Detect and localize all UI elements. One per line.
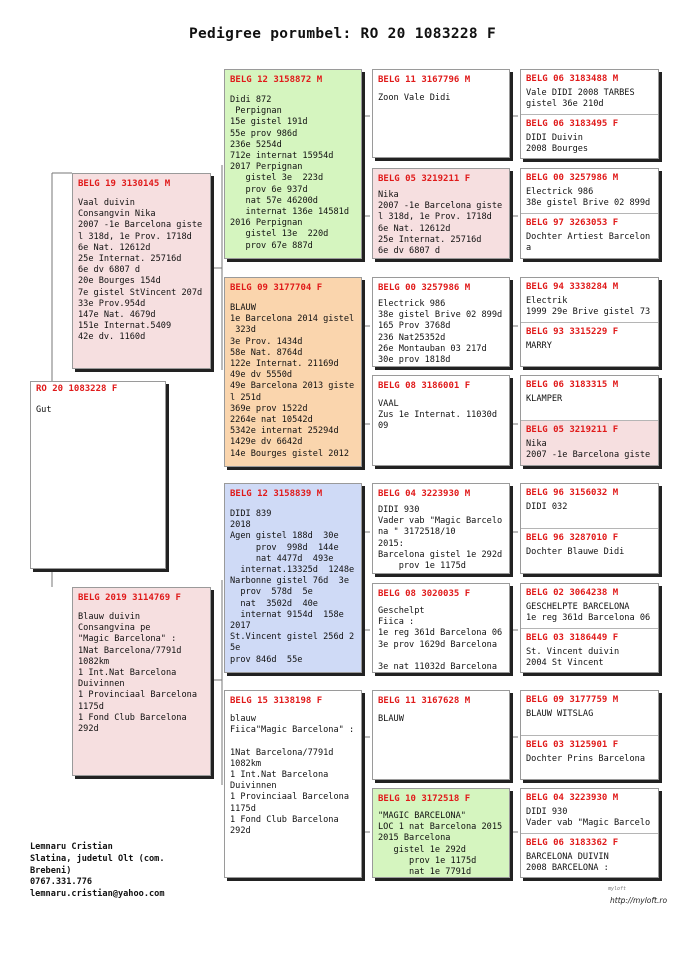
gen5-card-3[interactable] (521, 169, 658, 213)
gen4-card-7[interactable] (372, 690, 510, 780)
pigeon-notes: DIDI 930 Vader vab "Magic Barcelo na " 3172518/10 2015: Barcelona gistel 1e 292d prov 1e 1175d (378, 505, 503, 572)
pigeon-notes: BLAUW WITSLAG (526, 709, 594, 719)
pigeon-notes: Didi 872 Perpignan 15e gistel 191d 55e prov 986d 236e 5254d 712e internat 15954d 2017 Perpignan gistel 3e 223d prov 6e 937d nat 57e 46200d internat 136e 14581d 2016 Perpignan gistel 13e 220d prov 67e 887d (230, 95, 350, 251)
pigeon-id: BELG 2019 3114769 F (78, 593, 181, 603)
gen4-card-8[interactable] (372, 788, 510, 878)
page-title: Pedigree porumbel: RO 20 1083228 F (188, 26, 496, 42)
pigeon-id: BELG 96 3287010 F (526, 533, 619, 543)
gen4-card-6[interactable] (372, 583, 510, 673)
pigeon-id: BELG 09 3177759 M (526, 695, 619, 705)
gen3-card-1[interactable] (224, 69, 362, 259)
pigeon-id: BELG 97 3263053 F (526, 218, 619, 228)
pigeon-notes: Nika 2007 -1e Barcelona giste l 318d, 1e Prov. 1718d 6e Nat. 12612d 25e Internat. 25716d 6e dv 6807 d (378, 190, 503, 257)
pigeon-id: BELG 15 3138198 F (230, 696, 323, 706)
pigeon-notes: Gut (36, 405, 52, 415)
gen3-card-3[interactable] (224, 483, 362, 673)
pigeon-notes: BLAUW (378, 714, 404, 724)
gen5-pair-5 (520, 483, 659, 574)
gen5-card-5[interactable] (521, 278, 658, 322)
owner-contact: Lemnaru Cristian Slatina, judetul Olt (com. Brebeni) 0767.331.776 lemnaru.cristian@yahoo.com (30, 842, 165, 900)
pigeon-id: BELG 08 3020035 F (378, 589, 471, 599)
pigeon-notes: DIDI 839 2018 Agen gistel 188d 30e prov 998d 144e nat 4477d 493e internat.13325d 1248e Narbonne gistel 76d 3e prov 578d 5e nat 3502d 40e internat 9154d 158e 2017 St.Vincent gistel 256d 2 5e prov 846d 55e (230, 509, 355, 665)
gen5-card-15[interactable] (521, 789, 658, 833)
pigeon-notes: Geschelpt Fiica : 1e reg 361d Barcelona 06 3e prov 1629d Barcelona 3e nat 11032d Barcelona (378, 606, 503, 673)
subject-card[interactable] (30, 381, 166, 569)
gen5-pair-2 (520, 168, 659, 259)
pigeon-notes: GESCHELPTE BARCELONA 1e reg 361d Barcelona 06 (526, 602, 651, 624)
gen5-card-8[interactable] (521, 420, 658, 466)
pigeon-notes: Electrick 986 38e gistel Brive 02 899d 165 Prov 3768d 236 Nat25352d 26e Montauban 03 217d 30e prov 1818d (378, 299, 503, 366)
pigeon-id: BELG 08 3186001 F (378, 381, 471, 391)
pigeon-notes: DIDI 930 Vader vab "Magic Barcelo (526, 807, 651, 829)
pigeon-notes: Electrick 986 38e gistel Brive 02 899d (526, 187, 651, 209)
pigeon-id: BELG 06 3183495 F (526, 119, 619, 129)
gen5-card-11[interactable] (521, 584, 658, 628)
gen4-card-2[interactable] (372, 168, 510, 259)
gen5-card-2[interactable] (521, 114, 658, 159)
pigeon-id: BELG 11 3167628 M (378, 696, 471, 706)
pigeon-notes: Blauw duivin Consangvina pe "Magic Barcelona" : 1Nat Barcelona/7791d 1082km 1 Int.Nat Barcelona Duivinnen 1 Provinciaal Barcelona 1175d 1 Fond Club Barcelona 292d (78, 612, 197, 735)
pigeon-id: BELG 00 3257986 M (378, 283, 471, 293)
pigeon-id: BELG 03 3125901 F (526, 740, 619, 750)
pigeon-notes: "MAGIC BARCELONA" LOC 1 nat Barcelona 2015 2015 Barcelona gistel 1e 292d prov 1e 1175d nat 1e 7791d (378, 811, 503, 878)
pigeon-notes: DIDI 032 (526, 502, 568, 512)
pigeon-id: BELG 06 3183488 M (526, 74, 619, 84)
pigeon-notes: blauw Fiica"Magic Barcelona" : 1Nat Barcelona/7791d 1082km 1 Int.Nat Barcelona Duivinnen 1 Provinciaal Barcelona 1175d 1 Fond Club Barcelona 292d (230, 714, 355, 837)
pigeon-id: BELG 12 3158839 M (230, 489, 323, 499)
pigeon-id: BELG 03 3186449 F (526, 633, 619, 643)
gen5-card-4[interactable] (521, 213, 658, 259)
pigeon-notes: MARRY (526, 341, 552, 351)
gen5-pair-6 (520, 583, 659, 673)
pigeon-notes: Dochter Prins Barcelona (526, 754, 645, 764)
gen5-card-9[interactable] (521, 484, 658, 528)
gen4-card-3[interactable] (372, 277, 510, 367)
gen5-pair-3 (520, 277, 659, 367)
pigeon-notes: Vale DIDI 2008 TARBES gistel 36e 210d (526, 88, 635, 110)
pigeon-id: BELG 10 3172518 F (378, 794, 471, 804)
gen5-card-16[interactable] (521, 833, 658, 878)
pigeon-notes: BARCELONA DUIVIN 2008 BARCELONA : (526, 852, 609, 874)
gen5-card-14[interactable] (521, 735, 658, 780)
pigeon-id: BELG 09 3177704 F (230, 283, 323, 293)
pigeon-notes: St. Vincent duivin 2004 St Vincent (526, 647, 620, 669)
pigeon-id: BELG 05 3219211 F (526, 425, 619, 435)
pigeon-id: BELG 00 3257986 M (526, 173, 619, 183)
pigeon-notes: DIDI Duivin 2008 Bourges (526, 133, 589, 155)
gen5-pair-7 (520, 690, 659, 780)
gen4-card-4[interactable] (372, 375, 510, 466)
pigeon-id: BELG 04 3223930 M (378, 489, 471, 499)
pigeon-id: BELG 05 3219211 F (378, 174, 471, 184)
dam-card[interactable] (72, 587, 211, 776)
pigeon-id: BELG 11 3167796 M (378, 75, 471, 85)
pigeon-notes: Vaal duivin Consangvin Nika 2007 -1e Barcelona giste l 318d, 1e Prov. 1718d 6e Nat. 12612d 25e Internat. 25716d 6e dv 6807 d 20e Bourges 154d 7e gistel StVincent 207d 33e Prov.954d 147e Nat. 4679d 151e Internat.5409 42e dv. 1160d (78, 198, 203, 343)
gen5-pair-4 (520, 375, 659, 466)
sire-card[interactable] (72, 173, 211, 369)
pigeon-id: BELG 12 3158872 M (230, 75, 323, 85)
pigeon-notes: Electrik 1999 29e Brive gistel 73 (526, 296, 651, 318)
pigeon-id: RO 20 1083228 F (36, 384, 118, 394)
gen5-card-1[interactable] (521, 70, 658, 114)
pigeon-notes: KLAMPER (526, 394, 563, 404)
pigeon-notes: Dochter Blauwe Didi (526, 547, 625, 557)
pigeon-notes: BLAUW 1e Barcelona 2014 gistel 323d 3e Prov. 1434d 58e Nat. 8764d 122e Internat. 21169d 49e dv 5550d 49e Barcelona 2013 giste l 251d 369e prov 1522d 2264e nat 10542d 5342e internat 25294d 1429e dv 6642d 14e Bourges gistel 2012 (230, 303, 355, 459)
gen5-card-13[interactable] (521, 691, 658, 735)
website-link[interactable]: http://myloft.ro (610, 896, 668, 905)
gen5-pair-8 (520, 788, 659, 878)
myloft-logo: myloft (608, 886, 627, 892)
gen5-pair-1 (520, 69, 659, 159)
pigeon-id: BELG 06 3183315 M (526, 380, 619, 390)
pigeon-notes: Zoon Vale Didi (378, 93, 451, 103)
pigeon-id: BELG 96 3156032 M (526, 488, 619, 498)
gen5-card-12[interactable] (521, 628, 658, 673)
pigeon-notes: Dochter Artiest Barcelon a (526, 232, 651, 254)
gen4-card-5[interactable] (372, 483, 510, 574)
pigeon-id: BELG 06 3183362 F (526, 838, 619, 848)
gen3-card-2[interactable] (224, 277, 362, 467)
pigeon-id: BELG 94 3338284 M (526, 282, 619, 292)
pigeon-notes: VAAL Zus 1e Internat. 11030d 09 (378, 399, 497, 432)
pigeon-id: BELG 04 3223930 M (526, 793, 619, 803)
gen4-card-1[interactable] (372, 69, 510, 158)
pigeon-id: BELG 93 3315229 F (526, 327, 619, 337)
gen3-card-4[interactable] (224, 690, 362, 878)
pigeon-notes: Nika 2007 -1e Barcelona giste (526, 439, 651, 461)
gen5-card-10[interactable] (521, 528, 658, 574)
pigeon-id: BELG 02 3064238 M (526, 588, 619, 598)
gen5-card-6[interactable] (521, 322, 658, 367)
gen5-card-7[interactable] (521, 376, 658, 420)
pigeon-id: BELG 19 3130145 M (78, 179, 171, 189)
